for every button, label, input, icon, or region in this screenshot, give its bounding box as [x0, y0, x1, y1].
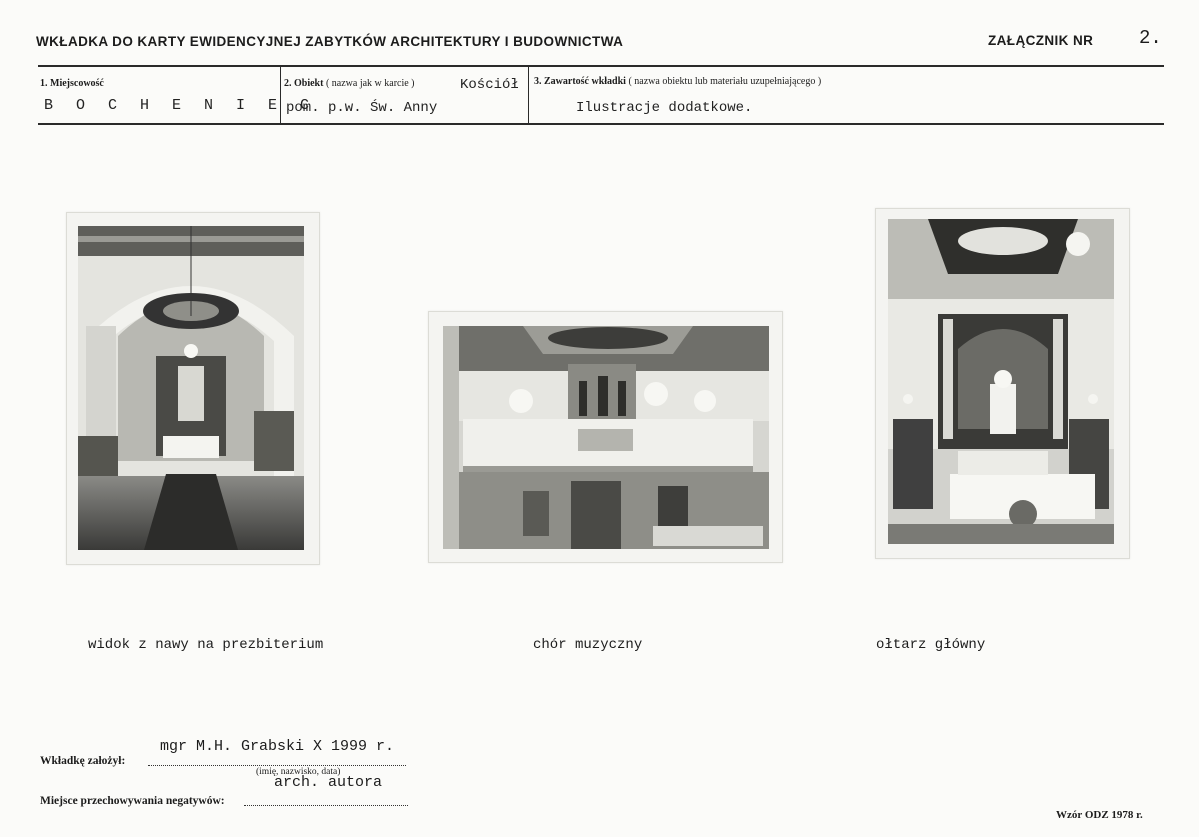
header-bottom-rule: [38, 123, 1164, 125]
author-value: mgr M.H. Grabski X 1999 r.: [160, 738, 395, 755]
contents-value: Ilustracje dodatkowe.: [576, 100, 753, 116]
annex-number: 2.: [1139, 27, 1162, 49]
main-altar-photo-image: [888, 219, 1114, 544]
form-code: Wzór ODZ 1978 r.: [1056, 809, 1143, 821]
locality-label: 1. Miejscowość: [40, 78, 104, 89]
annex-label: ZAŁĄCZNIK NR: [988, 33, 1094, 48]
caption-organ-loft: chór muzyczny: [533, 637, 643, 653]
author-hint: (imię, nazwisko, data): [256, 767, 341, 777]
caption-main-altar: ołtarz główny: [876, 637, 986, 653]
nave-photo-image: [78, 226, 304, 550]
organ-loft-photo-image: [443, 326, 769, 549]
field-divider-2: [528, 67, 529, 124]
contents-label: 3. Zawartość wkładki ( nazwa obiektu lub materiału uzupełniającego ): [534, 76, 822, 87]
contents-hint: ( nazwa obiektu lub materiału uzupełniającego ): [628, 76, 822, 87]
object-value-line1: Kościół: [460, 77, 519, 93]
negatives-dotted-line: [244, 805, 408, 806]
author-dotted-line: [148, 765, 406, 766]
photo-nave-view: [66, 212, 320, 565]
document-title: WKŁADKA DO KARTY EWIDENCYJNEJ ZABYTKÓW ARCHITEKTURY I BUDOWNICTWA: [36, 34, 624, 49]
object-value-line2: pom. p.w. Św. Anny: [286, 100, 438, 116]
author-label: Wkładkę założył:: [40, 755, 126, 767]
photo-organ-loft: [428, 311, 783, 563]
negatives-value: arch. autora: [274, 774, 383, 791]
header-top-rule: [38, 65, 1164, 67]
photo-main-altar: [875, 208, 1130, 559]
negatives-label: Miejsce przechowywania negatywów:: [40, 795, 225, 807]
object-label: 2. Obiekt ( nazwa jak w karcie ): [284, 78, 415, 89]
locality-value: B O C H E N I E C: [44, 97, 317, 114]
field-divider-1: [280, 67, 281, 124]
object-hint: ( nazwa jak w karcie ): [325, 78, 415, 89]
caption-nave-view: widok z nawy na prezbiterium: [88, 637, 324, 653]
